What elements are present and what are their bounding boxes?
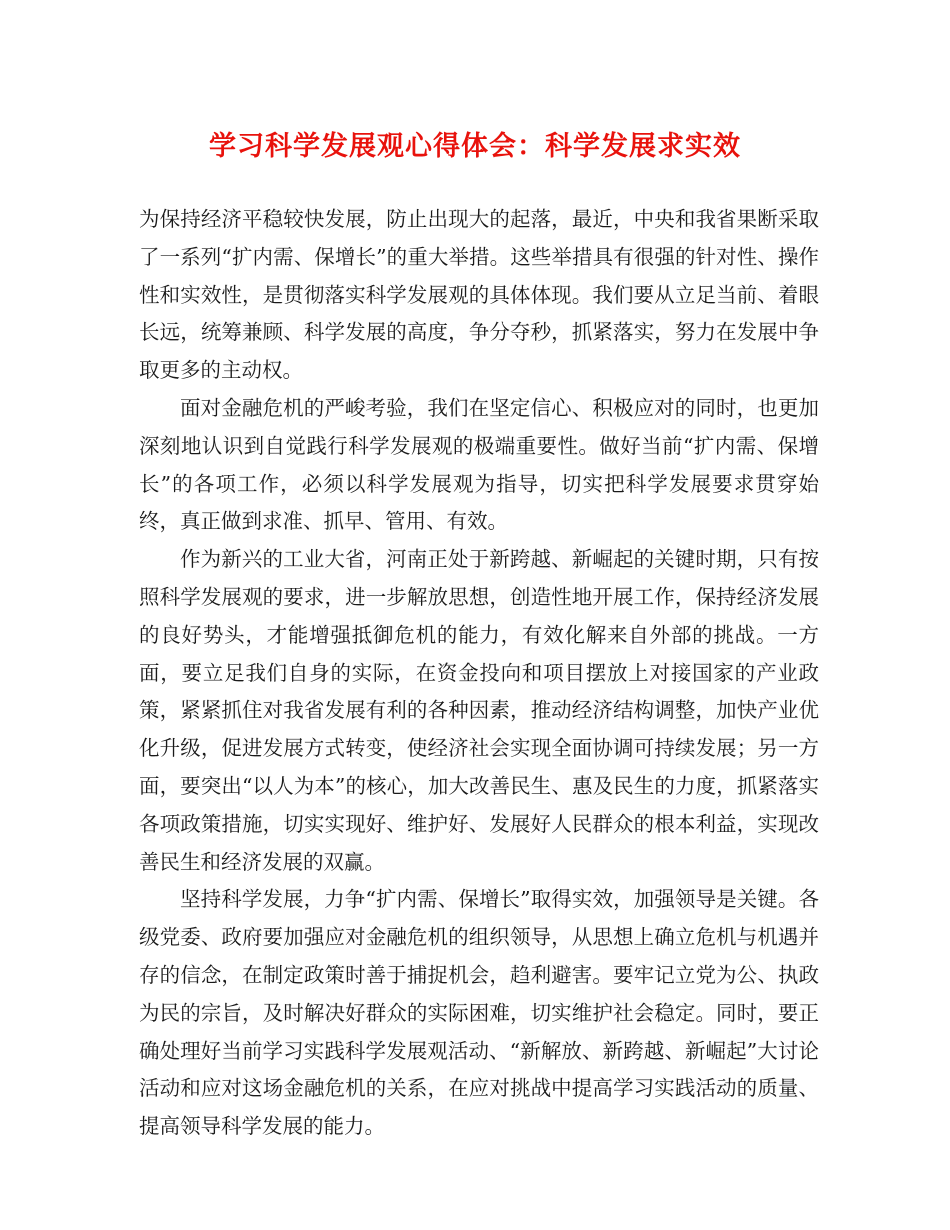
document-body <box>139 201 819 1146</box>
paragraph-1: 为保持经济平稳较快发展，防止出现大的起落，最近，中央和我省果断采取了一系列“扩内需、保增长”的重大举措。这些举措具有很强的针对性、操作性和实效性，是贯彻落实科学发展观的具体体现。我们要从立足当前、着眼长远，统筹兼顾、科学发展的高度，争分夺秒，抓紧落实，努力在发展中争取更多的主动权。 <box>139 207 819 383</box>
paragraph-3: 作为新兴的工业大省，河南正处于新跨越、新崛起的关键时期，只有按照科学发展观的要求，进一步解放思想，创造性地开展工作，保持经济发展的良好势头，才能增强抵御危机的能力，有效化解来自外部的挑战。一方面，要立足我们自身的实际，在资金投向和项目摆放上对接国家的产业政策，紧紧抓住对我省发展有利的各种因素，推动经济结构调整，加快产业优化升级，促进发展方式转变，使经济社会实现全面协调可持续发展；另一方面，要突出“以人为本”的核心，加大改善民生、惠及民生的力度，抓紧落实各项政策措施，切实实现好、维护好、发展好人民群众的根本利益，实现改善民生和经济发展的双赢。 <box>139 547 819 874</box>
paragraph-4: 坚持科学发展，力争“扩内需、保增长”取得实效，加强领导是关键。各级党委、政府要加强应对金融危机的组织领导，从思想上确立危机与机遇并存的信念，在制定政策时善于捕捉机会，趋利避害。要牢记立党为公、执政为民的宗旨，及时解决好群众的实际困难，切实维护社会稳定。同时，要正确处理好当前学习实践科学发展观活动、“新解放、新跨越、新崛起”大讨论活动和应对这场金融危机的关系，在应对挑战中提高学习实践活动的质量、提高领导科学发展的能力。 <box>139 887 819 1139</box>
paragraph-2: 面对金融危机的严峻考验，我们在坚定信心、积极应对的同时，也更加深刻地认识到自觉践行科学发展观的极端重要性。做好当前“扩内需、保增长”的各项工作，必须以科学发展观为指导，切实把科学发展要求贯穿始终，真正做到求准、抓早、管用、有效。 <box>139 395 819 534</box>
document-title: 学习科学发展观心得体会：科学发展求实效 <box>209 131 741 162</box>
